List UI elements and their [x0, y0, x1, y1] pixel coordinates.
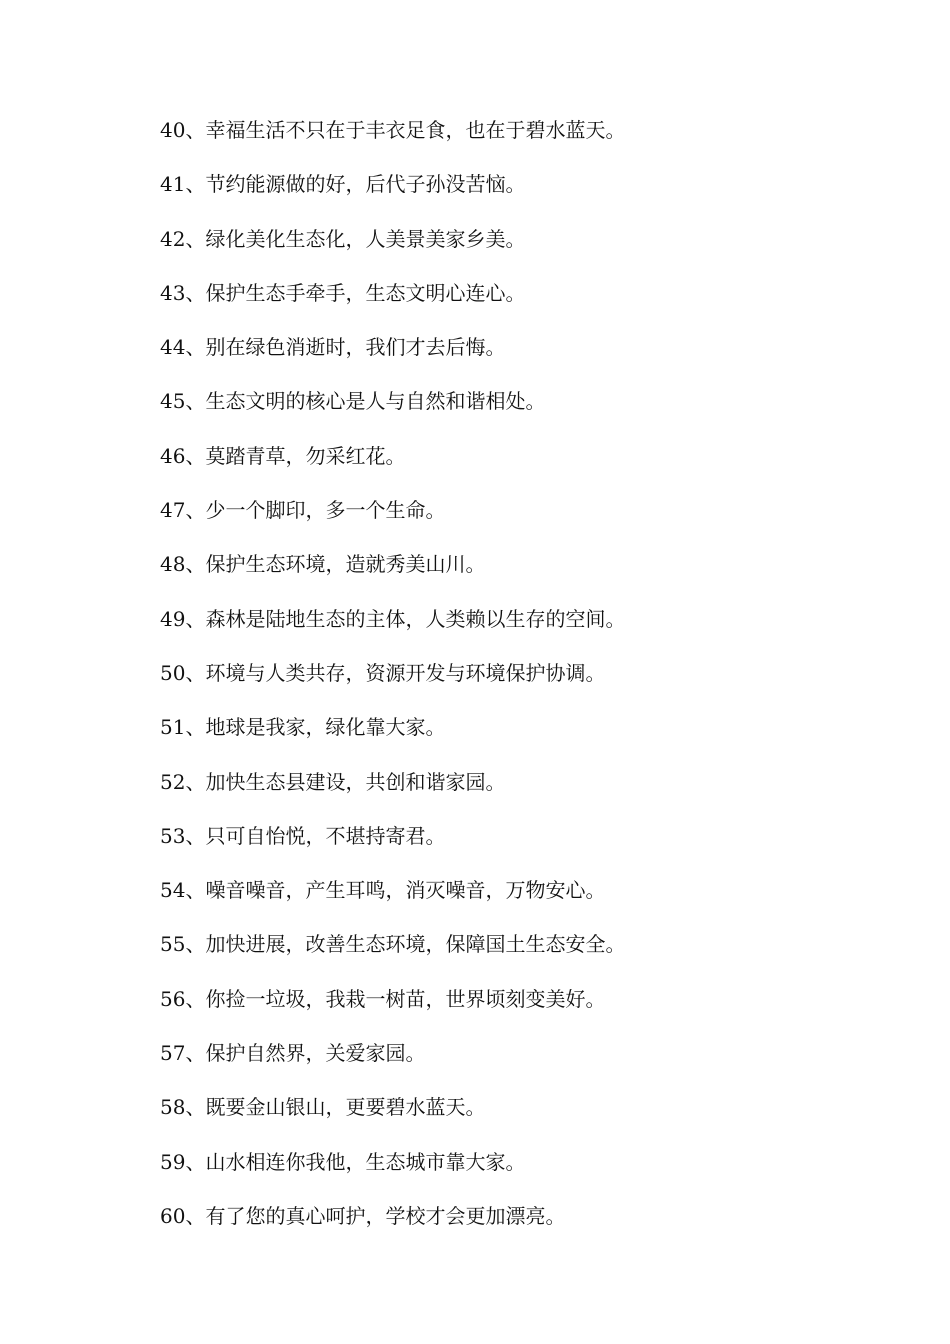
slogan-item-56: 56、你捡一垃圾，我栽一树苗，世界顷刻变美好。 — [160, 986, 606, 1011]
slogan-item-55: 55、加快进展，改善生态环境，保障国土生态安全。 — [160, 932, 626, 957]
slogan-item-43: 43、保护生态手牵手，生态文明心连心。 — [160, 280, 526, 305]
slogan-item-58: 58、既要金山银山，更要碧水蓝天。 — [160, 1095, 486, 1120]
slogan-list — [160, 112, 625, 1252]
slogan-item-44: 44、别在绿色消逝时，我们才去后悔。 — [160, 335, 506, 360]
slogan-item-52: 52、加快生态县建设，共创和谐家园。 — [160, 769, 506, 794]
slogan-item-50: 50、环境与人类共存，资源开发与环境保护协调。 — [160, 660, 606, 685]
slogan-item-49: 49、森林是陆地生态的主体，人类赖以生存的空间。 — [160, 606, 626, 631]
slogan-item-42: 42、绿化美化生态化，人美景美家乡美。 — [160, 226, 526, 251]
slogan-item-48: 48、保护生态环境，造就秀美山川。 — [160, 552, 486, 577]
slogan-item-53: 53、只可自怡悦，不堪持寄君。 — [160, 823, 446, 848]
slogan-item-57: 57、保护自然界，关爱家园。 — [160, 1041, 426, 1066]
slogan-item-47: 47、少一个脚印，多一个生命。 — [160, 498, 446, 523]
slogan-item-46: 46、莫踏青草，勿采红花。 — [160, 443, 406, 468]
slogan-item-40: 40、幸福生活不只在于丰衣足食，也在于碧水蓝天。 — [160, 118, 626, 142]
slogan-item-60: 60、有了您的真心呵护，学校才会更加漂亮。 — [160, 1203, 566, 1228]
slogan-item-45: 45、生态文明的核心是人与自然和谐相处。 — [160, 389, 546, 414]
slogan-item-59: 59、山水相连你我他，生态城市靠大家。 — [160, 1149, 526, 1174]
slogan-item-41: 41、节约能源做的好，后代子孙没苦恼。 — [160, 172, 526, 197]
slogan-item-51: 51、地球是我家，绿化靠大家。 — [160, 715, 446, 740]
slogan-item-54: 54、噪音噪音，产生耳鸣，消灭噪音，万物安心。 — [160, 878, 606, 903]
